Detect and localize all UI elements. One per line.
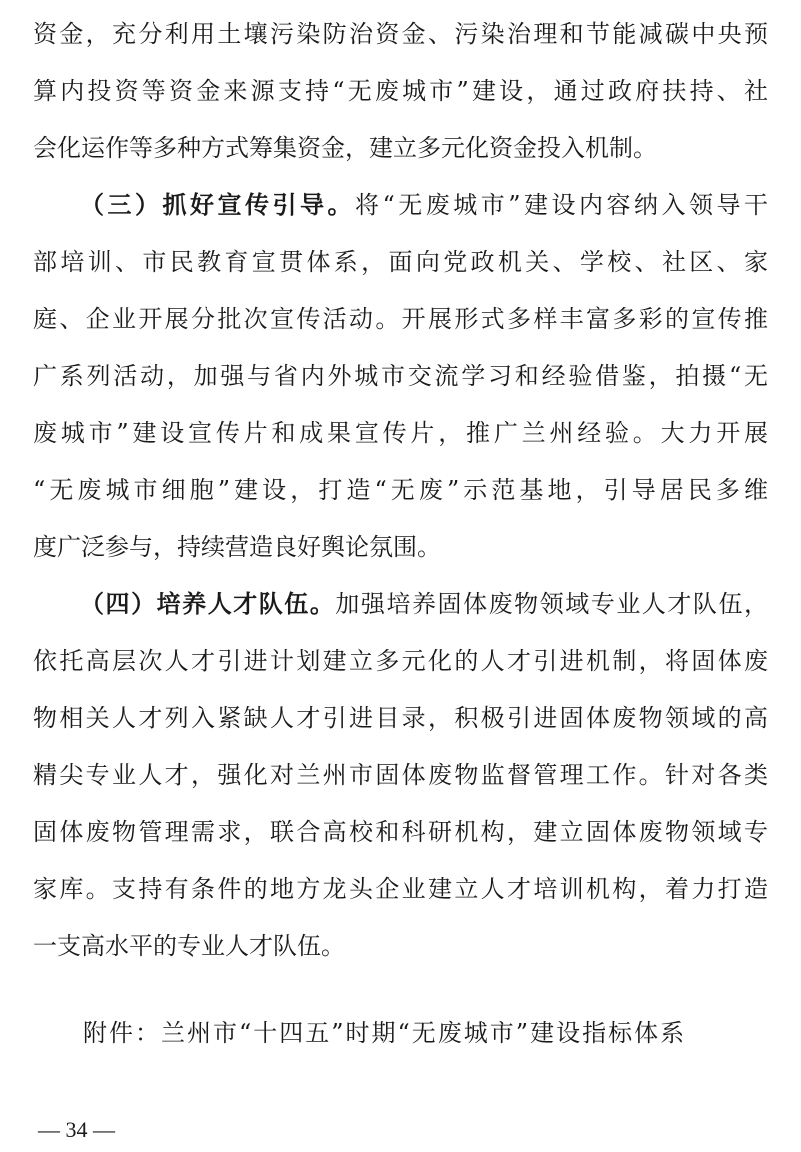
text-line: 依托高层次人才引进计划建立多元化的人才引进机制，将固体废	[33, 647, 768, 675]
section-4-heading: （四）培养人才队伍。	[80, 590, 336, 618]
section-3-first-line	[80, 185, 768, 225]
text-line: 会化运作等多种方式筹集资金，建立多元化资金投入机制。	[33, 134, 657, 162]
text-line: 固体废物管理需求，联合高校和科研机构，建立固体废物领域专	[33, 818, 768, 846]
text-line: 部培训、市民教育宣贯体系，面向党政机关、学校、社区、家	[33, 248, 768, 276]
text-line: 精尖专业人才，强化对兰州市固体废物监督管理工作。针对各类	[33, 761, 768, 789]
text-line: “无废城市细胞”建设，打造“无废”示范基地，引导居民多维	[33, 476, 768, 504]
section-4-first-line	[80, 584, 768, 624]
text-line: 一支高水平的专业人才队伍。	[33, 932, 345, 960]
text-line: 废城市”建设宣传片和成果宣传片，推广兰州经验。大力开展	[33, 419, 768, 447]
text-line: 广系列活动，加强与省内外城市交流学习和经验借鉴，拍摄“无	[33, 362, 768, 390]
text-line: 家库。支持有条件的地方龙头企业建立人才培训机构，着力打造	[33, 875, 768, 903]
text-line: 庭、企业开展分批次宣传活动。开展形式多样丰富多彩的宣传推	[33, 305, 768, 333]
section-3-heading: （三）抓好宣传引导。	[80, 191, 355, 219]
text-line: 资金，充分利用土壤污染防治资金、污染治理和节能减碳中央预	[33, 20, 768, 48]
text-line: 物相关人才列入紧缺人才引进目录，积极引进固体废物领域的高	[33, 704, 768, 732]
attachment-note: 附件：兰州市“十四五”时期“无废城市”建设指标体系	[83, 1019, 687, 1047]
page-number: — 34 —	[38, 1117, 115, 1142]
section-4-first-line-rest: 加强培养固体废物领域专业人才队伍，	[335, 590, 768, 618]
section-3-first-line-rest: 将“无废城市”建设内容纳入领导干	[354, 191, 768, 219]
text-line: 度广泛参与，持续营造良好舆论氛围。	[33, 533, 441, 561]
text-line: 算内投资等资金来源支持“无废城市”建设，通过政府扶持、社	[33, 77, 768, 105]
